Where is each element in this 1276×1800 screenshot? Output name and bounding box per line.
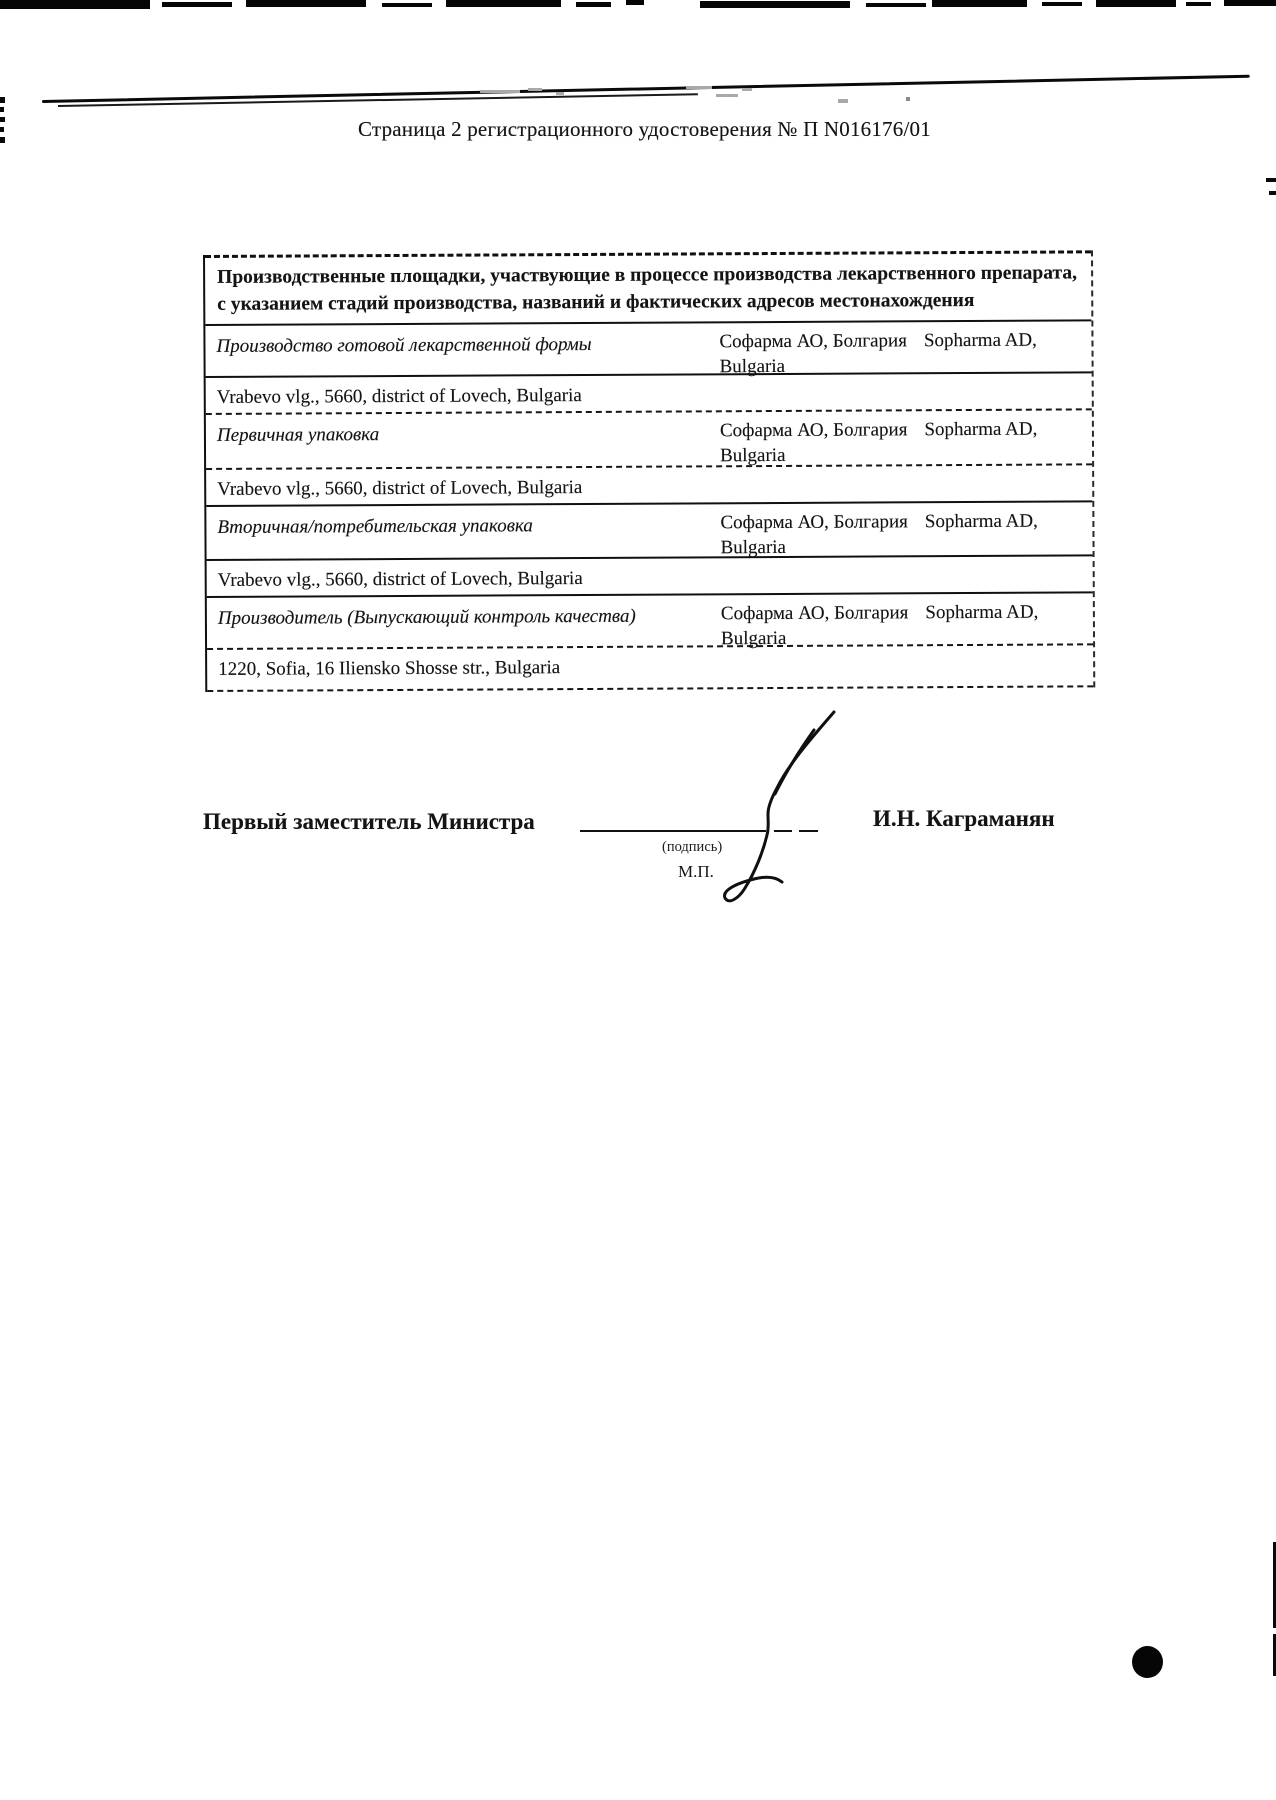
table-header: Производственные площадки, участвующие в процессе производства лекарственного препарата, с указанием стадий производства, названий и фактических адресов местонахождения [205, 250, 1091, 326]
seal-mark: М.П. [678, 862, 714, 881]
manufacturer-ru: Софарма АО, Болгария [719, 330, 907, 353]
address-cell: 1220, Sofia, 16 Iliensko Shosse str., Bulgaria [218, 657, 561, 680]
table-row-stage [205, 321, 1091, 378]
stage-cell: Производство готовой лекарственной формы [216, 333, 592, 357]
manufacturer-cell [719, 327, 1075, 380]
signer-name: И.Н. Каграманян [873, 806, 1055, 831]
table-row-address [206, 373, 1092, 415]
manufacturer-cell [720, 416, 1076, 469]
stage-cell: Вторичная/потребительская упаковка [217, 515, 533, 538]
table-row-address [207, 556, 1093, 598]
signatory-position-title: Первый заместитель Министра [203, 809, 535, 834]
manufacturer-cell [720, 508, 1076, 561]
punch-hole-dot [1132, 1646, 1163, 1678]
scan-stray-line [42, 75, 1250, 104]
signature-caption: (подпись) [662, 839, 723, 855]
manufacturer-ru: Софарма АО, Болгария [720, 511, 908, 534]
manufacturer-en: Sopharma AD, Bulgaria [720, 601, 1039, 650]
manufacturer-en: Sopharma AD, Bulgaria [720, 510, 1038, 559]
manufacturer-cell [721, 599, 1077, 652]
table-row-stage [206, 410, 1092, 470]
manufacturer-ru: Софарма АО, Болгария [720, 602, 909, 625]
table-row-address [207, 645, 1093, 692]
table-row-address [206, 465, 1092, 507]
handwritten-signature [703, 700, 855, 916]
manufacturer-en: Sopharma AD, Bulgaria [720, 418, 1038, 467]
manufacturer-en: Sopharma AD, Bulgaria [719, 329, 1037, 378]
page-title: Страница 2 регистрационного удостоверения № П N016176/01 [358, 117, 931, 141]
production-sites-table [203, 250, 1095, 692]
manufacturer-ru: Софарма АО, Болгария [719, 419, 908, 442]
table-row-stage [207, 593, 1093, 650]
address-cell: Vrabevo vlg., 5660, district of Lovech, Bulgaria [216, 385, 582, 408]
address-cell: Vrabevo vlg., 5660, district of Lovech, Bulgaria [217, 477, 583, 500]
address-cell: Vrabevo vlg., 5660, district of Lovech, Bulgaria [217, 568, 583, 591]
table-row-stage [206, 502, 1092, 561]
stage-cell: Производитель (Выпускающий контроль качества) [217, 605, 636, 629]
stage-cell: Первичная упаковка [216, 424, 380, 446]
